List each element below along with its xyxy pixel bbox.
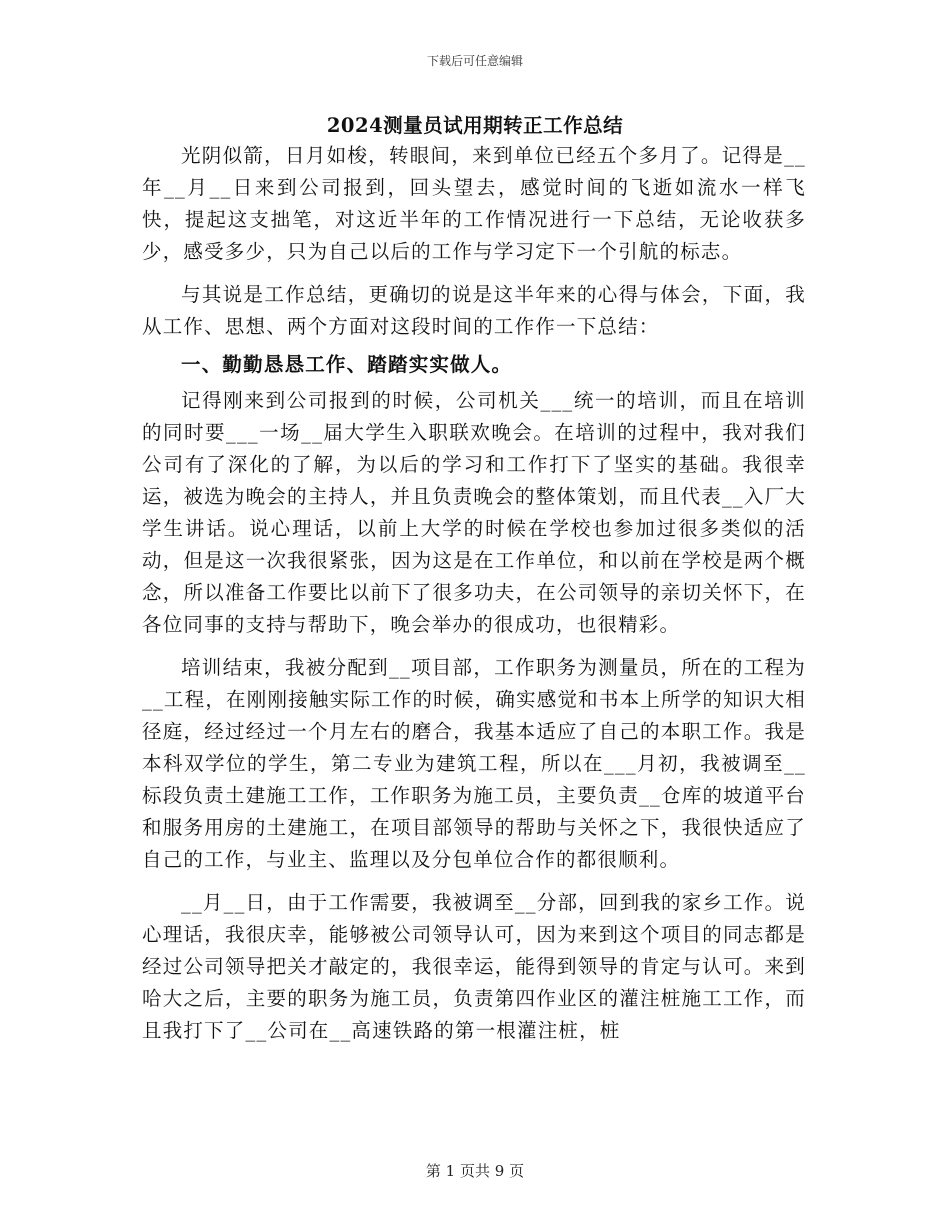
section-heading: 一、勤勤恳恳工作、踏踏实实做人。 xyxy=(181,353,513,376)
page-number: 第 1 页共 9 页 xyxy=(425,1162,525,1180)
paragraph-assignment: 培训结束，我被分配到__项目部，工作职务为测量员，所在的工程为__工程，在刚刚接触实际工作的时候，确实感觉和书本上所学的知识大相径庭，经过经过一个月左右的磨合，我基本适应了自己的本职工作。我是本科双学位的学生，第二专业为建筑工程，所以在___月初，我被调至__标段负责土建施工工作，工作职务为施工员，主要负责__仓库的坡道平台和服务用房的土建施工，在项目部领导的帮助与关怀之下，我很快适应了自己的工作，与业主、监理以及分包单位合作的都很顺利。 xyxy=(142,656,806,871)
paragraph-training: 记得刚来到公司报到的时候，公司机关___统一的培训，而且在培训的同时要___一场__届大学生入职联欢晚会。在培训的过程中，我对我们公司有了深化的了解，为以后的学习和工作打下了坚实的基础。我很幸运，被选为晚会的主持人，并且负责晚会的整体策划，而且代表__入厂大学生讲话。说心理话，以前上大学的时候在学校也参加过很多类似的活动，但是这一次我很紧张，因为这是在工作单位，和以前在学校是两个概念，所以准备工作要比以前下了很多功夫，在公司领导的亲切关怀下，在各位同事的支持与帮助下，晚会举办的很成功，也很精彩。 xyxy=(142,389,806,636)
paragraph-overview: 与其说是工作总结，更确切的说是这半年来的心得与体会，下面，我从工作、思想、两个方面对这段时间的工作作一下总结： xyxy=(142,283,806,338)
paragraph-intro: 光阴似箭，日月如梭，转眼间，来到单位已经五个多月了。记得是__年__月__日来到公司报到，回头望去，感觉时间的飞逝如流水一样飞快，提起这支拙笔，对这近半年的工作情况进行一下总结，无论收获多少，感受多少，只为自己以后的工作与学习定下一个引航的标志。 xyxy=(142,144,806,263)
page-header-note: 下载后可任意编辑 xyxy=(426,54,523,68)
document-body xyxy=(142,140,806,1047)
document-title: 2024测量员试用期转正工作总结 xyxy=(326,114,624,137)
paragraph-transfer: __月__日，由于工作需要，我被调至__分部，回到我的家乡工作。说心理话，我很庆幸，能够被公司领导认可，因为来到这个项目的同志都是经过公司领导把关才敲定的，我很幸运，能得到领导的肯定与认可。来到哈大之后，主要的职务为施工员，负责第四作业区的灌注桩施工工作，而且我打下了__公司在__高速铁路的第一根灌注桩，桩 xyxy=(142,891,806,1042)
